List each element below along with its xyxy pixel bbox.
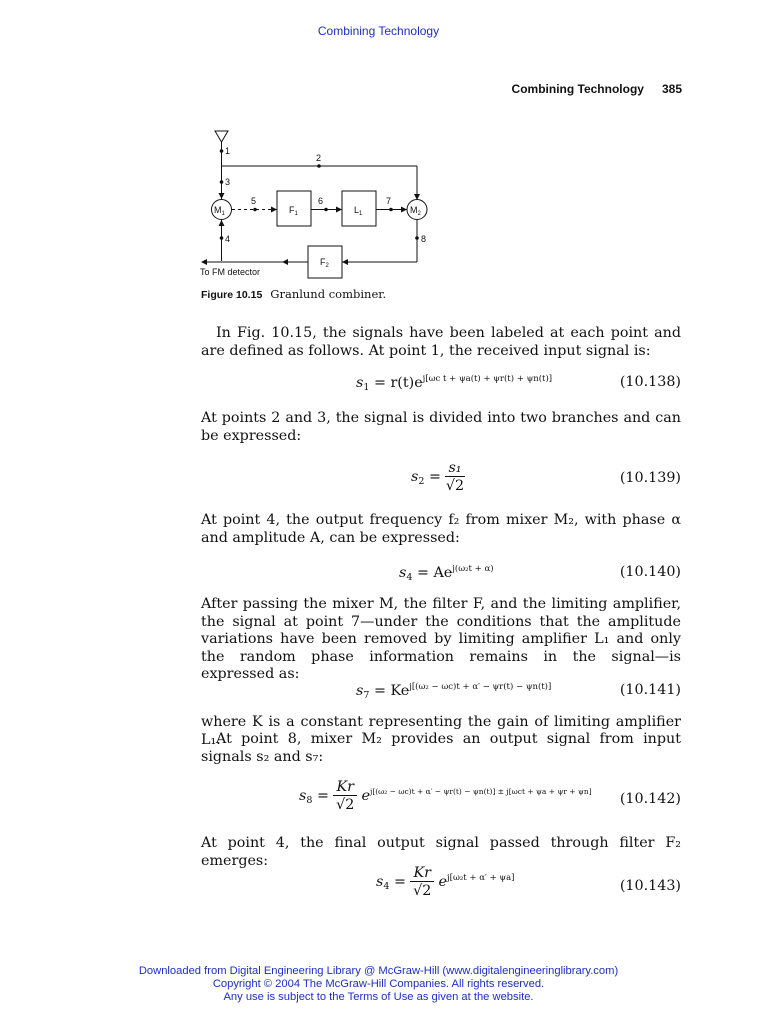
fm-detector-label: To FM detector xyxy=(200,267,261,277)
f1-label: $F_1$ xyxy=(289,205,298,217)
equation-10-142: $s_8$ = $\frac{Kr}{√2}$ $e^{j[(\omega_2 - \omega c)t + \alpha' - \psi r(t) - \psi n(t)] \pm j[\omega ct + \psi a + \psi r + \psi n]}$ (10.142) xyxy=(299,779,681,813)
download-footer xyxy=(0,965,757,1004)
node-8-label: 8 xyxy=(421,234,427,244)
paragraph-3: At point 4, the output frequency f₂ from mixer M₂, with phase α and amplitude A, can be expressed: xyxy=(201,512,681,546)
granlund-combiner-diagram xyxy=(195,125,440,280)
equation-number: (10.141) xyxy=(619,682,681,698)
equation-10-140: $s_4 = Ae^{j(\omega_2t + \alpha)}$ (10.140) xyxy=(399,564,681,583)
node-4-label: 4 xyxy=(225,234,231,244)
figure-caption-text: Granlund combiner. xyxy=(270,287,387,301)
paragraph-4: After passing the mixer M, the filter F, and the limiting amplifier, the signal at point 7—under the conditions that the amplitude variations have been removed by limiting amplifier L₁ and only the random phase information remains in the signal—is expressed as: xyxy=(201,596,681,683)
equation-number: (10.138) xyxy=(619,374,681,390)
equation-10-141: $s_7 = Ke^{j[(\omega_2 - \omega c)t + \alpha' - \psi r(t) - \psi n(t)]}$ (10.141) xyxy=(356,682,681,701)
paragraph-5: where K is a constant representing the gain of limiting amplifier L₁. xyxy=(201,714,681,748)
equation-number: (10.142) xyxy=(619,791,681,807)
page-number: 385 xyxy=(661,82,682,96)
footer-terms-line: Any use is subject to the Terms of Use as given at the website. xyxy=(223,991,534,1003)
node-5-label: 5 xyxy=(251,196,257,206)
equation-10-138: $s_1 = r(t)e^{j[\omega c t + \psi a(t) + \psi r(t) + \psi n(t)]}$ (10.138) xyxy=(356,374,681,393)
figure-caption xyxy=(201,287,386,301)
f2-label: $F_2$ xyxy=(320,257,329,269)
m2-label: $M_2$ xyxy=(410,205,421,217)
l1-label: $L_1$ xyxy=(354,205,363,217)
running-head-title: Combining Technology xyxy=(511,82,644,96)
footer-copyright-line: Copyright © 2004 The McGraw-Hill Companies. All rights reserved. xyxy=(212,978,545,990)
running-head xyxy=(0,82,682,96)
equation-number: (10.140) xyxy=(619,564,681,580)
node-7-label: 7 xyxy=(386,196,392,206)
equation-number: (10.143) xyxy=(619,878,681,894)
figure-label: Figure 10.15 xyxy=(201,289,263,301)
equation-10-139: $s_2$ = $\frac{\text{s₁}}{√2}$ (10.139) xyxy=(411,460,681,494)
node-1-label: 1 xyxy=(225,146,231,156)
footer-download-line[interactable]: Downloaded from Digital Engineering Library @ McGraw-Hill (www.digitalengineeringlibrary.com) xyxy=(138,965,619,977)
paragraph-1: In Fig. 10.15, the signals have been labeled at each point and are defined as follows. At point 1, the received input signal is: xyxy=(201,325,681,359)
paragraph-6: At point 8, mixer M₂ provides an output signal from input signals s₂ and s₇: xyxy=(201,731,681,765)
node-3-label: 3 xyxy=(225,177,231,187)
paragraph-2: At points 2 and 3, the signal is divided into two branches and can be expressed: xyxy=(201,410,681,444)
banner-title: Combining Technology xyxy=(317,24,440,38)
m1-label: $M_1$ xyxy=(214,205,225,217)
equation-10-143: $s_4$ = $\frac{Kr}{√2}$ $e^{j[\omega_2t + \alpha' + \psi a]}$ (10.143) xyxy=(376,865,681,899)
node-2-label: 2 xyxy=(316,153,322,163)
node-6-label: 6 xyxy=(318,196,324,206)
equation-number: (10.139) xyxy=(619,470,681,486)
antenna-icon xyxy=(215,131,228,142)
paragraph-7: At point 4, the final output signal passed through filter F₂ emerges: xyxy=(201,835,681,869)
